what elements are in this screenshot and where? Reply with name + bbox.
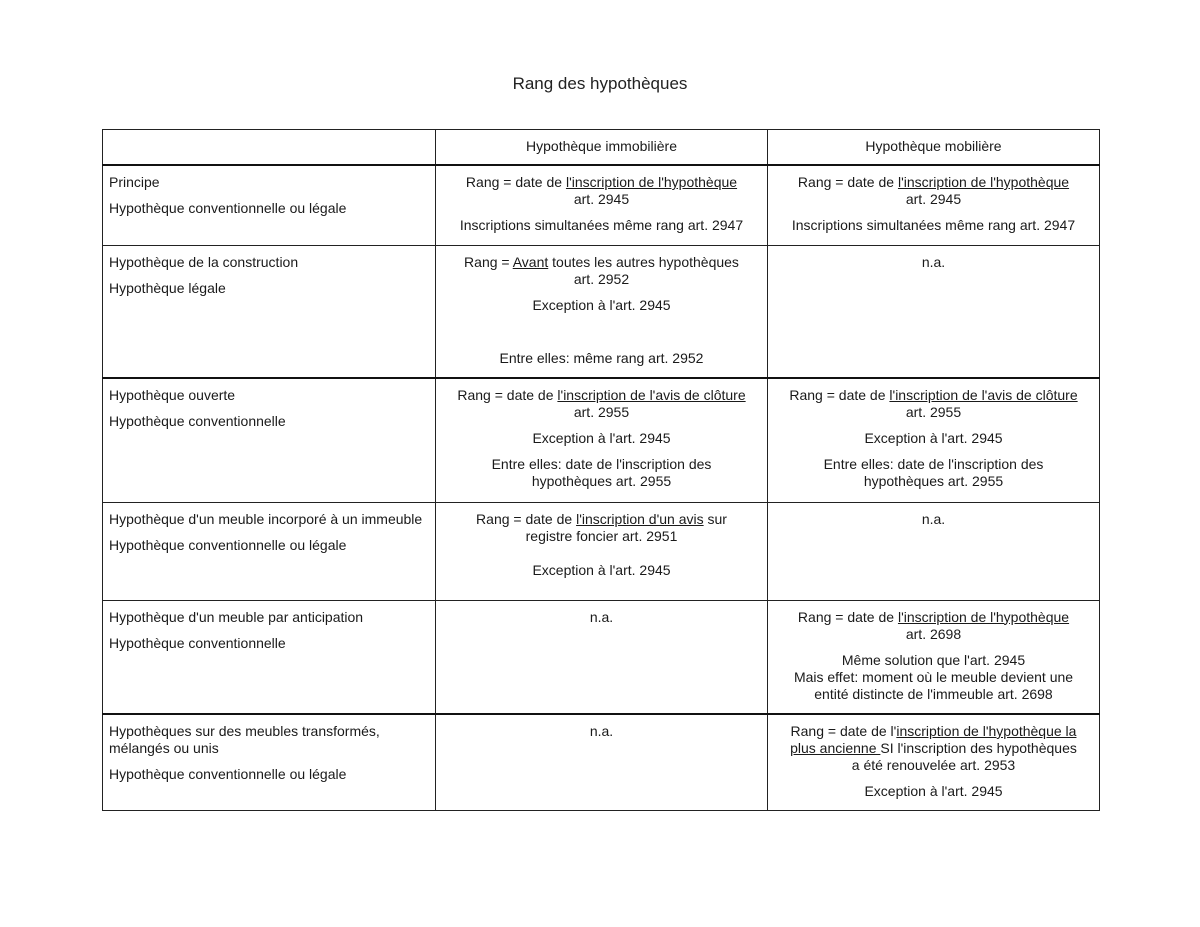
row-label-cell [103,245,436,378]
mob-cell [768,714,1100,810]
row-label-type: Hypothèque légale [109,279,226,296]
row-label-title: Hypothèque ouverte [109,387,236,403]
mob-cell [768,600,1100,714]
immo-cell [436,378,768,502]
row-label-type: Hypothèque conventionnelle ou légale [109,200,347,216]
article-ref: art. 2945 [905,191,962,207]
hypotheque-rank-table [102,129,1100,811]
rang-line: Rang = date de l'inscription d'un avis sur [476,510,727,527]
article-ref: registre foncier art. 2951 [525,527,678,544]
note-text: Entre elles: même rang art. 2952 [499,349,704,366]
note-text: Entre elles: date de l'inscription des [491,456,712,472]
note-text: Mais effet: moment où le meuble devient une [793,668,1074,685]
row-label-cell [103,378,436,502]
article-ref: art. 2698 [905,625,962,642]
header-mobiliere: Hypothèque mobilière [768,130,1100,166]
mob-cell [768,502,1100,600]
immo-cell [436,600,768,714]
note-text: hypothèques art. 2955 [531,473,672,489]
rang-line: Rang = date de l'inscription de l'avis de clôture [457,387,746,403]
row-label-type: Hypothèque conventionnelle [109,634,286,651]
note-text: Exception à l'art. 2945 [532,296,671,313]
immo-cell [436,714,768,810]
note-text: entité distincte de l'immeuble art. 2698 [814,685,1053,702]
row-label-title: Hypothèque d'un meuble par anticipation [109,608,364,625]
row-label-type: Hypothèque conventionnelle ou légale [109,536,347,553]
row-label-cell [103,600,436,714]
article-ref: art. 2955 [573,404,630,420]
article-ref: art. 2952 [573,270,630,287]
rang-line: Rang = date de l'inscription de l'avis de clôture [789,387,1078,403]
na-text: n.a. [921,510,946,527]
table-row [103,245,1100,378]
note-text: Exception à l'art. 2945 [532,561,671,578]
rang-line: Rang = date de l'inscription de l'hypothèque la [790,723,1077,739]
note-text: Inscriptions simultanées même rang art. 2947 [459,217,744,233]
page-title: Rang des hypothèques [512,74,688,93]
mob-cell [768,165,1100,245]
na-text: n.a. [921,253,946,270]
article-ref: art. 2955 [905,404,962,420]
row-label-type: Hypothèque conventionnelle [109,413,286,429]
rang-line: Rang = Avant toutes les autres hypothèques [464,253,739,270]
note-text: Exception à l'art. 2945 [864,783,1003,799]
mob-cell [768,245,1100,378]
row-label-title: Hypothèque d'un meuble incorporé à un immeuble [109,510,423,527]
row-label-type: Hypothèque conventionnelle ou légale [109,766,347,782]
table-row [103,714,1100,810]
row-label-cell [103,165,436,245]
table-row [103,600,1100,714]
mob-cell [768,378,1100,502]
row-label-cell [103,502,436,600]
note-text: Entre elles: date de l'inscription des [823,456,1044,472]
na-text: n.a. [589,608,614,625]
note-text: Inscriptions simultanées même rang art. 2947 [791,217,1076,233]
rang-line: Rang = date de l'inscription de l'hypothèque [797,608,1070,625]
table-row [103,502,1100,600]
article-ref: art. 2945 [573,191,630,207]
note-text: hypothèques art. 2955 [863,473,1004,489]
row-label-title: Principe [109,174,160,190]
header-empty-cell [103,130,436,166]
note-text: Même solution que l'art. 2945 [841,651,1026,668]
header-immobiliere: Hypothèque immobilière [436,130,768,166]
article-ref: a été renouvelée art. 2953 [851,757,1016,773]
rang-line: Rang = date de l'inscription de l'hypothèque [465,174,738,190]
rang-line: Rang = date de l'inscription de l'hypothèque [797,174,1070,190]
table-row [103,378,1100,502]
row-label-title: Hypothèques sur des meubles transformés, mélangés ou unis [109,723,380,756]
immo-cell [436,245,768,378]
note-text: Exception à l'art. 2945 [864,430,1003,446]
na-text: n.a. [589,723,614,739]
immo-cell [436,502,768,600]
row-label-title: Hypothèque de la construction [109,253,299,270]
rang-line-cont: plus ancienne SI l'inscription des hypothèques [790,740,1077,756]
immo-cell [436,165,768,245]
note-text: Exception à l'art. 2945 [532,430,671,446]
table-header-row [103,130,1100,166]
table-row [103,165,1100,245]
row-label-cell [103,714,436,810]
